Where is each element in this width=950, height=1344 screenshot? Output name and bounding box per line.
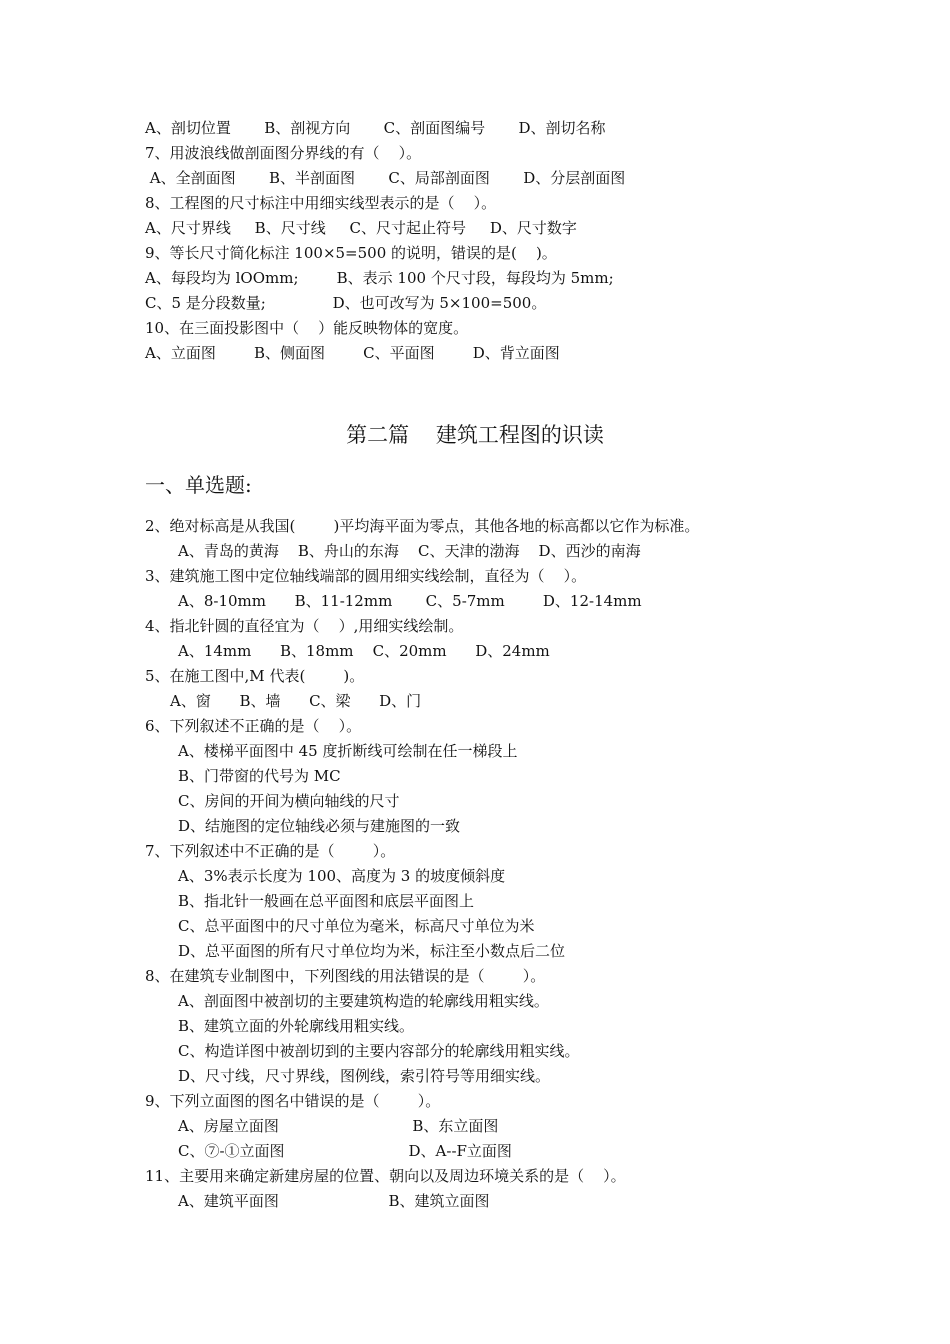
question-3-line: 3、建筑施工图中定位轴线端部的圆用细实线绘制，直径为（ ）。 bbox=[145, 567, 587, 585]
question-4-line: 4、指北针圆的直径宜为（ ）,用细实线绘制。 bbox=[145, 617, 464, 635]
options-line: A、每段均为 lOOmm; B、表示 100 个尺寸段，每段均为 5mm; bbox=[145, 269, 614, 287]
option-line: C、房间的开间为横向轴线的尺寸 bbox=[178, 792, 400, 810]
options-line: A、尺寸界线 B、尺寸线 C、尺寸起止符号 D、尺寸数字 bbox=[145, 219, 577, 237]
options-line: A、窗 B、墙 C、梁 D、门 bbox=[170, 692, 422, 710]
options-line: C、⑦-①立面图 D、A--F立面图 bbox=[178, 1142, 512, 1160]
question-8-line: 8、在建筑专业制图中，下列图线的用法错误的是（ ）。 bbox=[145, 967, 546, 985]
question-8-line: 8、工程图的尺寸标注中用细实线型表示的是（ ）。 bbox=[145, 194, 497, 212]
question-10-line: 10、在三面投影图中（ ）能反映物体的宽度。 bbox=[145, 319, 469, 337]
question-7-line: 7、下列叙述中不正确的是（ ）。 bbox=[145, 842, 396, 860]
option-line: A、楼梯平面图中 45 度折断线可绘制在任一梯段上 bbox=[178, 742, 518, 760]
options-line: A、建筑平面图 B、建筑立面图 bbox=[178, 1192, 490, 1210]
option-line: C、总平面图中的尺寸单位为毫米，标高尺寸单位为米 bbox=[178, 917, 535, 935]
option-line: A、3%表示长度为 100、高度为 3 的坡度倾斜度 bbox=[178, 867, 506, 885]
question-6-line: 6、下列叙述不正确的是（ ）。 bbox=[145, 717, 362, 735]
options-line: A、剖切位置 B、剖视方向 C、剖面图编号 D、剖切名称 bbox=[145, 119, 606, 137]
options-line: C、5 是分段数量; D、也可改写为 5×100=500。 bbox=[145, 294, 547, 312]
question-11-line: 11、主要用来确定新建房屋的位置、朝向以及周边环境关系的是（ ）。 bbox=[145, 1167, 626, 1185]
option-line: B、建筑立面的外轮廓线用粗实线。 bbox=[178, 1017, 415, 1035]
option-line: C、构造详图中被剖切到的主要内容部分的轮廓线用粗实线。 bbox=[178, 1042, 580, 1060]
question-9-line: 9、等长尺寸简化标注 100×5=500 的说明，错误的是( )。 bbox=[145, 244, 557, 262]
option-line: A、剖面图中被剖切的主要建筑构造的轮廓线用粗实线。 bbox=[178, 992, 549, 1010]
options-line: A、青岛的黄海 B、舟山的东海 C、天津的渤海 D、西沙的南海 bbox=[178, 542, 641, 560]
chapter-title: 第二篇 建筑工程图的识读 bbox=[346, 423, 604, 447]
option-line: D、结施图的定位轴线必须与建施图的一致 bbox=[178, 817, 461, 835]
options-line: A、8-10mm B、11-12mm C、5-7mm D、12-14mm bbox=[178, 592, 642, 610]
question-7-line: 7、用波浪线做剖面图分界线的有（ ）。 bbox=[145, 144, 422, 162]
section-title: 一、单选题: bbox=[145, 473, 252, 497]
option-line: B、门带窗的代号为 MC bbox=[178, 767, 341, 785]
option-line: B、指北针一般画在总平面图和底层平面图上 bbox=[178, 892, 475, 910]
question-9-line: 9、下列立面图的图名中错误的是（ ）。 bbox=[145, 1092, 441, 1110]
question-5-line: 5、在施工图中,M 代表( )。 bbox=[145, 667, 365, 685]
question-2-line: 2、绝对标高是从我国( )平均海平面为零点，其他各地的标高都以它作为标准。 bbox=[145, 517, 700, 535]
options-line: A、立面图 B、侧面图 C、平面图 D、背立面图 bbox=[145, 344, 560, 362]
option-line: D、尺寸线，尺寸界线，图例线，索引符号等用细实线。 bbox=[178, 1067, 551, 1085]
options-line: A、全剖面图 B、半剖面图 C、局部剖面图 D、分层剖面图 bbox=[145, 169, 626, 187]
options-line: A、14mm B、18mm C、20mm D、24mm bbox=[178, 642, 550, 660]
options-line: A、房屋立面图 B、东立面图 bbox=[178, 1117, 499, 1135]
option-line: D、总平面图的所有尺寸单位均为米，标注至小数点后二位 bbox=[178, 942, 566, 960]
